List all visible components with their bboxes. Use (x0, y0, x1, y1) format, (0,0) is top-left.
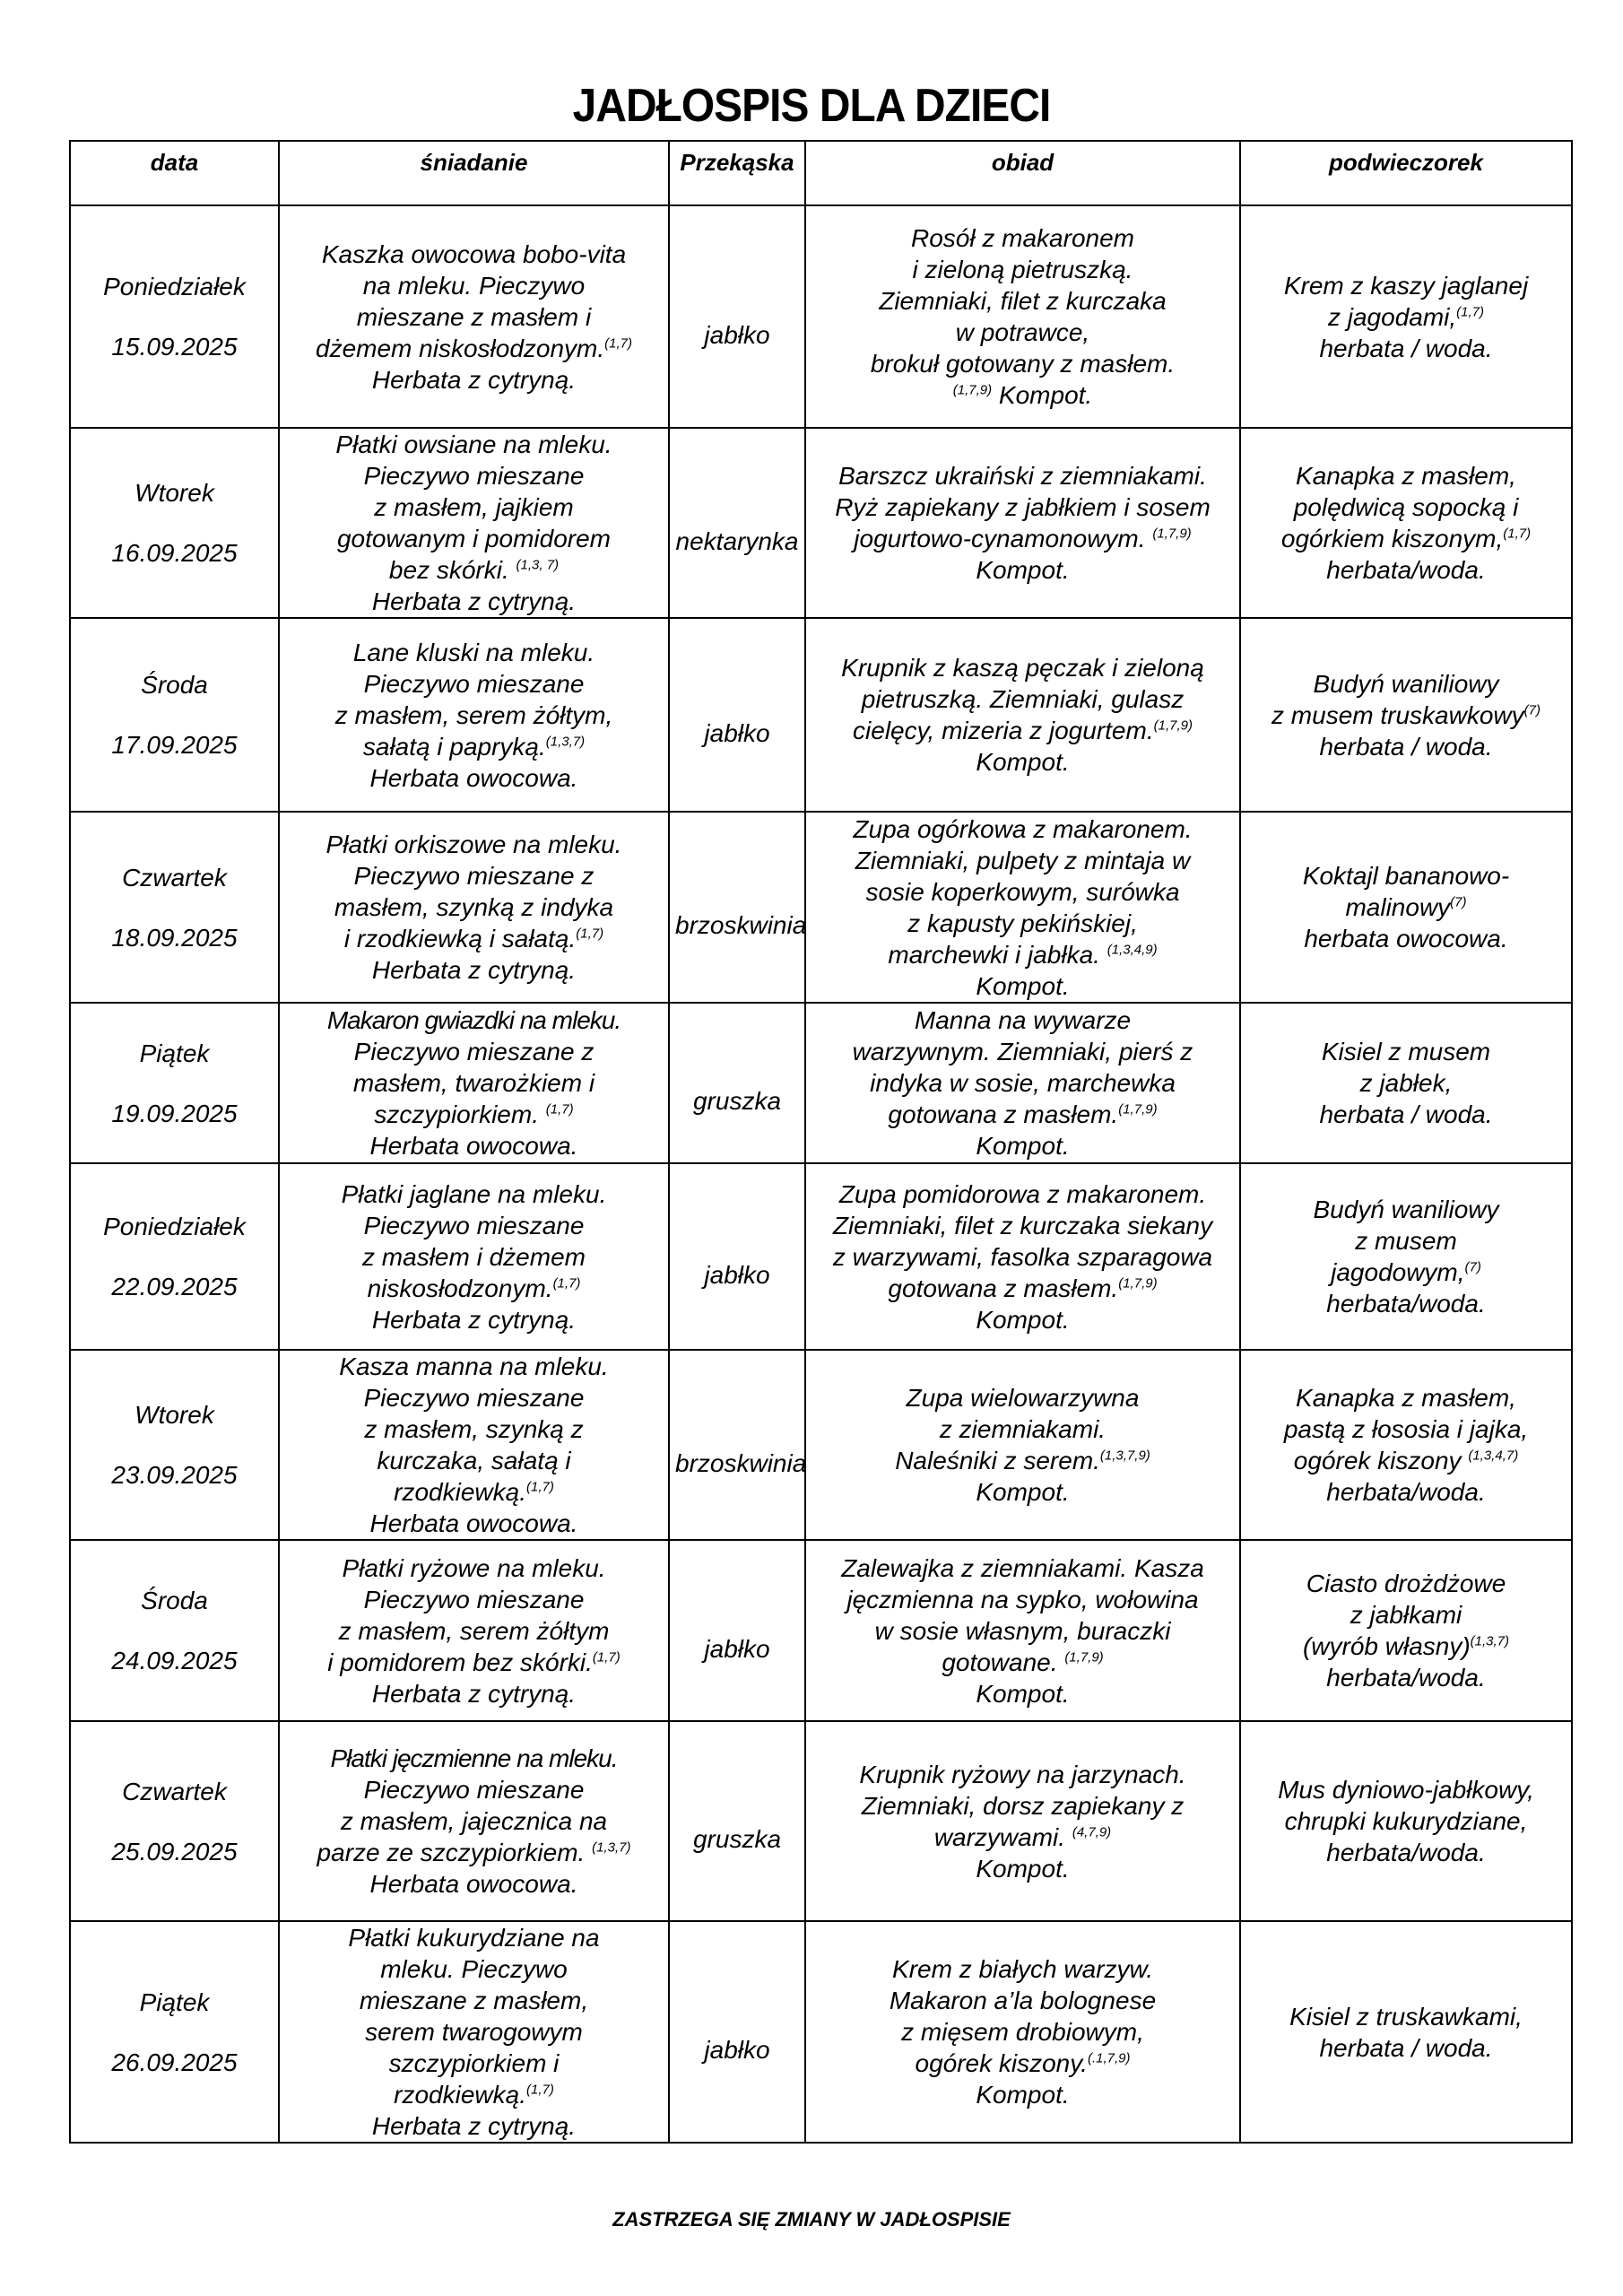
menu-text: ogórek kiszony (1293, 1447, 1469, 1474)
day-cell (70, 205, 279, 428)
menu-line: herbata/woda. (1326, 1478, 1486, 1506)
tea-cell (1240, 618, 1572, 812)
menu-line (285, 1647, 663, 1678)
menu-line (1246, 1631, 1566, 1662)
day-date: 26.09.2025 (111, 2048, 238, 2076)
menu-line: Pieczywo mieszane (363, 1384, 585, 1412)
menu-line (285, 554, 663, 586)
menu-line: herbata owocowa. (1304, 925, 1508, 952)
menu-text: malinowy (1345, 893, 1451, 921)
menu-text: i pomidorem bez skórki. (327, 1648, 593, 1676)
menu-line: Kompot. (976, 1305, 1070, 1334)
tea-cell (1240, 1350, 1572, 1540)
menu-text: i rzodkiewką i sałatą. (343, 925, 577, 952)
menu-line: Ziemniaki, filet z kurczaka siekany (832, 1211, 1213, 1239)
allergen-note: (1,3,7) (545, 734, 586, 750)
menu-text: niskosłodzonym. (367, 1274, 553, 1302)
menu-line: Pieczywo mieszane (363, 1585, 585, 1613)
breakfast-cell (279, 1540, 669, 1721)
menu-text: rzodkiewką. (394, 1478, 526, 1506)
menu-line: Herbata z cytryną. (371, 2112, 577, 2140)
tea-cell (1240, 812, 1572, 1003)
day-cell (70, 812, 279, 1003)
allergen-note: (.1,7,9) (1087, 2050, 1131, 2066)
menu-line: Krem z kaszy jaglanej (1283, 271, 1529, 300)
menu-line (812, 1445, 1234, 1476)
allergen-note: (7) (1464, 1259, 1481, 1275)
menu-line: z masłem, jajecznica na (340, 1807, 608, 1835)
day-date: 19.09.2025 (111, 1099, 238, 1127)
allergen-note: (1,7,9) (1118, 1275, 1158, 1292)
menu-line: szczypiorkiem i (388, 2049, 560, 2077)
tea-cell (1240, 1163, 1572, 1350)
lunch-cell (805, 618, 1240, 812)
menu-line: z masłem, szynką z (364, 1415, 584, 1443)
menu-line (285, 923, 663, 954)
allergen-note: (1,7) (1503, 526, 1532, 542)
menu-line: masłem, twarożkiem i (352, 1069, 595, 1097)
lunch-cell (805, 205, 1240, 428)
menu-line: Herbata z cytryną. (371, 956, 577, 984)
menu-line: Kisiel z musem (1321, 1038, 1491, 1065)
lunch-cell (805, 1350, 1240, 1540)
allergen-note: (1,7,9) (1153, 718, 1193, 734)
menu-line (285, 1476, 663, 1508)
menu-line (1246, 523, 1566, 554)
page-title: JADŁOSPIS DLA DZIECI (572, 80, 1051, 132)
snack-cell: jabłko (669, 205, 805, 428)
menu-line: chrupki kukurydziane, (1284, 1807, 1528, 1835)
menu-line (812, 2048, 1234, 2079)
menu-line: kurczaka, sałatą i (377, 1447, 571, 1474)
snack-cell: gruszka (669, 1721, 805, 1921)
menu-line: herbata/woda. (1326, 1664, 1486, 1692)
menu-line: Kanapka z masłem, (1296, 462, 1516, 490)
lunch-cell (805, 1163, 1240, 1350)
table-row (70, 428, 1572, 618)
menu-line (812, 1099, 1234, 1130)
menu-text: gotowane. (942, 1648, 1065, 1676)
menu-text: parze ze szczypiorkiem. (317, 1839, 593, 1866)
menu-line (812, 1822, 1234, 1853)
header-lunch: obiad (805, 141, 1240, 205)
tea-cell (1240, 1003, 1572, 1163)
menu-line: Makaron a’la bolognese (889, 1987, 1157, 2014)
menu-line: z masłem, jajkiem (374, 493, 574, 521)
lunch-cell (805, 812, 1240, 1003)
table-row (70, 1721, 1572, 1921)
menu-line: herbata / woda. (1319, 732, 1493, 761)
menu-line: Herbata z cytryną. (371, 365, 577, 394)
menu-text: sałatą i papryką. (362, 732, 546, 761)
day-name: Wtorek (135, 1401, 214, 1429)
menu-line: Herbata owocowa. (369, 1870, 578, 1898)
menu-line: i zieloną pietruszką. (912, 256, 1133, 283)
allergen-note: (1,7) (545, 1101, 574, 1118)
menu-line: Koktajl bananowo- (1302, 862, 1510, 890)
menu-line: z kapusty pekińskiej, (907, 909, 1138, 937)
day-date: 22.09.2025 (111, 1273, 238, 1300)
menu-line: Pieczywo mieszane (363, 669, 585, 698)
breakfast-cell (279, 205, 669, 428)
menu-text: ogórek kiszony. (915, 2049, 1088, 2077)
menu-line: Krupnik ryżowy na jarzynach. (859, 1760, 1186, 1788)
table-row (70, 812, 1572, 1003)
breakfast-cell (279, 1003, 669, 1163)
menu-line: Pieczywo mieszane (363, 1776, 585, 1804)
snack-cell: jabłko (669, 1540, 805, 1721)
menu-line (285, 2079, 663, 2110)
menu-line: mieszane z masłem i (356, 302, 592, 331)
menu-line: Płatki kukurydziane na (348, 1924, 600, 1952)
lunch-cell (805, 428, 1240, 618)
menu-line: herbata / woda. (1319, 2033, 1493, 2062)
day-date: 24.09.2025 (111, 1647, 238, 1674)
menu-line: z jabłek, (1359, 1069, 1453, 1097)
menu-line (812, 1647, 1234, 1678)
menu-line: Kanapka z masłem, (1296, 1384, 1516, 1412)
menu-line: Krem z białych warzyw. (892, 1955, 1153, 1983)
breakfast-cell (279, 1721, 669, 1921)
allergen-note: (1,3,4,7) (1468, 1448, 1519, 1464)
menu-line: Zalewajka z ziemniakami. Kasza (841, 1553, 1204, 1582)
menu-line: Budyń waniliowy (1313, 669, 1499, 698)
menu-line: Zupa ogórkowa z makaronem. (853, 814, 1193, 843)
menu-text: jogurtowo-cynamonowym. (854, 525, 1153, 552)
menu-line: z masłem, serem żółtym, (334, 700, 613, 729)
menu-line: Kompot. (976, 1854, 1070, 1883)
allergen-note: (1,7) (604, 335, 632, 352)
menu-line: w potrawce, (955, 318, 1090, 346)
menu-line: z masłem, serem żółtym (338, 1616, 610, 1645)
menu-line: Barszcz ukraiński z ziemniakami. (838, 462, 1207, 490)
menu-line: herbata/woda. (1326, 556, 1486, 584)
menu-line: herbata / woda. (1319, 334, 1493, 362)
day-cell (70, 1921, 279, 2143)
table-row (70, 205, 1572, 428)
menu-line (285, 1099, 663, 1130)
menu-line: mleku. Pieczywo (380, 1955, 568, 1983)
menu-line: herbata/woda. (1326, 1290, 1486, 1318)
allergen-note: (7) (1450, 894, 1467, 910)
menu-line: Płatki orkiszowe na mleku. (325, 831, 622, 858)
menu-line: Krupnik z kaszą pęczak i zieloną (841, 654, 1204, 682)
tea-cell (1240, 1540, 1572, 1721)
menu-line: Kompot. (976, 748, 1070, 776)
menu-line (285, 1837, 663, 1868)
menu-line (1246, 1257, 1566, 1288)
menu-line (1246, 301, 1566, 333)
menu-line (1246, 1445, 1566, 1476)
menu-line: Herbata z cytryną. (371, 1305, 577, 1334)
breakfast-cell (279, 1921, 669, 2143)
menu-line: indyka w sosie, marchewka (870, 1069, 1176, 1097)
menu-line: Kisiel z truskawkami, (1289, 2002, 1523, 2031)
breakfast-cell (279, 618, 669, 812)
menu-line: Płatki owsiane na mleku. (335, 430, 612, 458)
menu-line: z ziemniakami. (939, 1415, 1107, 1443)
snack-cell: jabłko (669, 1163, 805, 1350)
menu-text: rzodkiewką. (394, 2081, 526, 2109)
allergen-note: (1,7,9) (1152, 526, 1192, 542)
menu-line: w sosie własnym, buraczki (874, 1616, 1171, 1645)
header-date: data (70, 141, 279, 205)
breakfast-cell (279, 812, 669, 1003)
day-name: Czwartek (122, 1777, 227, 1805)
table-row (70, 1921, 1572, 2143)
breakfast-cell (279, 1350, 669, 1540)
day-name: Poniedziałek (103, 273, 246, 300)
header-tea: podwieczorek (1240, 141, 1572, 205)
allergen-note: (1,7,9) (1064, 1649, 1104, 1665)
day-name: Piątek (139, 1039, 210, 1067)
menu-line: z musem (1355, 1227, 1457, 1255)
allergen-note: (1,7) (552, 1275, 581, 1292)
table-row (70, 1540, 1572, 1721)
menu-text: bez skórki. (388, 556, 516, 584)
tea-cell (1240, 1721, 1572, 1921)
menu-text: Kompot. (992, 381, 1093, 409)
menu-line: herbata/woda. (1326, 1839, 1486, 1866)
menu-line (285, 1273, 663, 1304)
menu-line: pietruszką. Ziemniaki, gulasz (861, 685, 1185, 713)
allergen-note: (1,3,4,9) (1107, 942, 1158, 958)
day-date: 18.09.2025 (111, 923, 238, 952)
snack-cell: gruszka (669, 1003, 805, 1163)
day-cell (70, 1721, 279, 1921)
menu-line: Kasza manna na mleku. (339, 1352, 609, 1380)
allergen-note: (1,7) (526, 2082, 554, 2098)
menu-line (812, 939, 1234, 970)
allergen-note: (1,7,9) (952, 382, 993, 398)
footer-note: ZASTRZEGA SIĘ ZMIANY W JADŁOSPISIE (612, 2208, 1011, 2231)
menu-line: Zupa pomidorowa z makaronem. (838, 1179, 1207, 1208)
menu-line: Budyń waniliowy (1313, 1196, 1499, 1223)
menu-line: Pieczywo mieszane (363, 462, 585, 490)
menu-line: Herbata z cytryną. (371, 587, 577, 615)
menu-line (812, 715, 1234, 746)
allergen-note: (1,3,7,9) (1099, 1448, 1150, 1464)
menu-line: Ryż zapiekany z jabłkiem i sosem (835, 493, 1211, 521)
snack-cell: jabłko (669, 618, 805, 812)
menu-line: na mleku. Pieczywo (362, 271, 586, 300)
menu-text: dżemem niskosłodzonym. (316, 334, 605, 362)
menu-line: sosie koperkowym, surówka (865, 877, 1180, 906)
menu-line: Płatki jęczmienne na mleku. (330, 1744, 618, 1772)
allergen-note: (1,7) (526, 1479, 554, 1495)
menu-line: Makaron gwiazdki na mleku. (326, 1006, 621, 1034)
menu-line: z jabłkami (1350, 1601, 1462, 1629)
allergen-note: (7) (1523, 702, 1541, 718)
menu-line: Herbata owocowa. (369, 763, 578, 792)
menu-line (812, 523, 1234, 554)
day-cell (70, 1003, 279, 1163)
menu-line (812, 379, 1234, 411)
menu-text: cielęcy, mizeria z jogurtem. (853, 717, 1154, 744)
menu-line: Herbata owocowa. (369, 1132, 578, 1160)
lunch-cell (805, 1921, 1240, 2143)
menu-line (1246, 891, 1566, 923)
day-date: 23.09.2025 (111, 1461, 238, 1489)
table-row (70, 618, 1572, 812)
menu-line: Kompot. (976, 556, 1070, 584)
menu-line: Ziemniaki, pulpety z mintaja w (855, 846, 1191, 874)
snack-cell: nektarynka (669, 428, 805, 618)
menu-line: Ziemniaki, dorsz zapiekany z (861, 1791, 1185, 1820)
day-name: Wtorek (135, 479, 214, 507)
menu-line: brokuł gotowany z masłem. (870, 350, 1176, 378)
menu-line: jęczmienna na sypko, wołowina (846, 1585, 1199, 1613)
menu-line: Herbata z cytryną. (371, 1679, 577, 1708)
allergen-note: (1,3, 7) (516, 557, 560, 573)
menu-line: Płatki ryżowe na mleku. (342, 1553, 606, 1582)
menu-line: z masłem i dżemem (362, 1242, 586, 1271)
tea-cell (1240, 205, 1572, 428)
day-name: Środa (141, 671, 208, 699)
menu-text: z jagodami, (1327, 302, 1457, 331)
lunch-cell (805, 1003, 1240, 1163)
tea-cell (1240, 1921, 1572, 2143)
day-name: Czwartek (122, 863, 227, 891)
header-snack: Przekąska (669, 141, 805, 205)
menu-line: z mięsem drobiowym, (901, 2018, 1144, 2046)
day-name: Środa (141, 1587, 208, 1614)
snack-cell: brzoskwinia (669, 812, 805, 1003)
day-cell (70, 1540, 279, 1721)
day-cell (70, 618, 279, 812)
menu-line: Manna na wywarze (914, 1006, 1132, 1034)
menu-line (812, 1273, 1234, 1304)
breakfast-cell (279, 1163, 669, 1350)
menu-line: Pieczywo mieszane z (353, 862, 595, 890)
table-row (70, 1003, 1572, 1163)
menu-line: Kompot. (976, 1132, 1070, 1160)
day-name: Poniedziałek (103, 1213, 246, 1240)
menu-line: gotowanym i pomidorem (336, 525, 612, 552)
menu-line: Mus dyniowo-jabłkowy, (1278, 1776, 1534, 1804)
menu-text: marchewki i jabłka. (888, 940, 1107, 969)
menu-line: z warzywami, fasolka szparagowa (832, 1242, 1213, 1271)
menu-line: Lane kluski na mleku. (352, 638, 595, 666)
menu-text: warzywami. (933, 1822, 1072, 1851)
breakfast-cell (279, 428, 669, 618)
allergen-note: (1,3,7) (592, 1839, 631, 1856)
menu-line: polędwicą sopocką i (1293, 493, 1519, 521)
allergen-note: (1,7) (576, 926, 604, 942)
table-row (70, 1350, 1572, 1540)
menu-line: Ciasto drożdżowe (1306, 1570, 1506, 1597)
day-cell (70, 1350, 279, 1540)
allergen-note: (1,3,7) (1470, 1633, 1510, 1649)
menu-line: Zupa wielowarzywna (906, 1384, 1140, 1412)
snack-cell: jabłko (669, 1921, 805, 2143)
day-date: 15.09.2025 (111, 333, 238, 361)
day-date: 17.09.2025 (111, 731, 238, 759)
day-cell (70, 428, 279, 618)
menu-text: jagodowym, (1331, 1258, 1465, 1286)
menu-line: Pieczywo mieszane (363, 1211, 585, 1239)
allergen-note: (1,7) (592, 1649, 621, 1665)
menu-line: pastą z łososia i jajka, (1283, 1415, 1529, 1443)
menu-line (1246, 700, 1566, 731)
menu-line (285, 333, 663, 364)
day-date: 16.09.2025 (111, 539, 238, 567)
menu-line: warzywnym. Ziemniaki, pierś z (852, 1038, 1193, 1065)
menu-text: z musem truskawkowy (1271, 700, 1524, 729)
menu-line: Kompot. (976, 2081, 1070, 2109)
menu-text: ogórkiem kiszonym, (1280, 525, 1504, 552)
menu-line: Kompot. (976, 971, 1070, 1000)
menu-text: (wyrób własny) (1302, 1632, 1471, 1660)
table-row (70, 1163, 1572, 1350)
menu-line: Pieczywo mieszane z (353, 1038, 595, 1065)
day-date: 25.09.2025 (111, 1837, 238, 1866)
allergen-note: (1,7) (1456, 304, 1485, 320)
menu-text: szczypiorkiem. (374, 1100, 546, 1128)
menu-line: Płatki jaglane na mleku. (341, 1179, 607, 1208)
allergen-note: (1,7,9) (1118, 1101, 1158, 1118)
menu-text: gotowana z masłem. (888, 1274, 1119, 1302)
menu-text: gotowana z masłem. (888, 1100, 1119, 1128)
menu-line: Ziemniaki, filet z kurczaka (879, 287, 1167, 315)
lunch-cell (805, 1721, 1240, 1921)
menu-line: masłem, szynką z indyka (334, 893, 614, 921)
tea-cell (1240, 428, 1572, 618)
allergen-note: (4,7,9) (1072, 1824, 1112, 1840)
menu-line: Herbata owocowa. (369, 1509, 578, 1537)
menu-line: Kompot. (976, 1679, 1070, 1708)
header-breakfast: śniadanie (279, 141, 669, 205)
menu-text: Naleśniki z serem. (895, 1447, 1100, 1474)
menu-line: serem twarogowym (365, 2018, 583, 2046)
menu-line (285, 731, 663, 762)
menu-line: Kaszka owocowa bobo-vita (321, 239, 627, 268)
day-name: Piątek (139, 1987, 210, 2016)
menu-line: Rosół z makaronem (911, 224, 1134, 252)
snack-cell: brzoskwinia (669, 1350, 805, 1540)
menu-table (69, 140, 1573, 2144)
table-header-row (70, 141, 1572, 205)
menu-line: mieszane z masłem, (359, 1987, 589, 2014)
day-cell (70, 1163, 279, 1350)
menu-line: Kompot. (976, 1478, 1070, 1506)
menu-line: herbata / woda. (1319, 1100, 1493, 1128)
lunch-cell (805, 1540, 1240, 1721)
